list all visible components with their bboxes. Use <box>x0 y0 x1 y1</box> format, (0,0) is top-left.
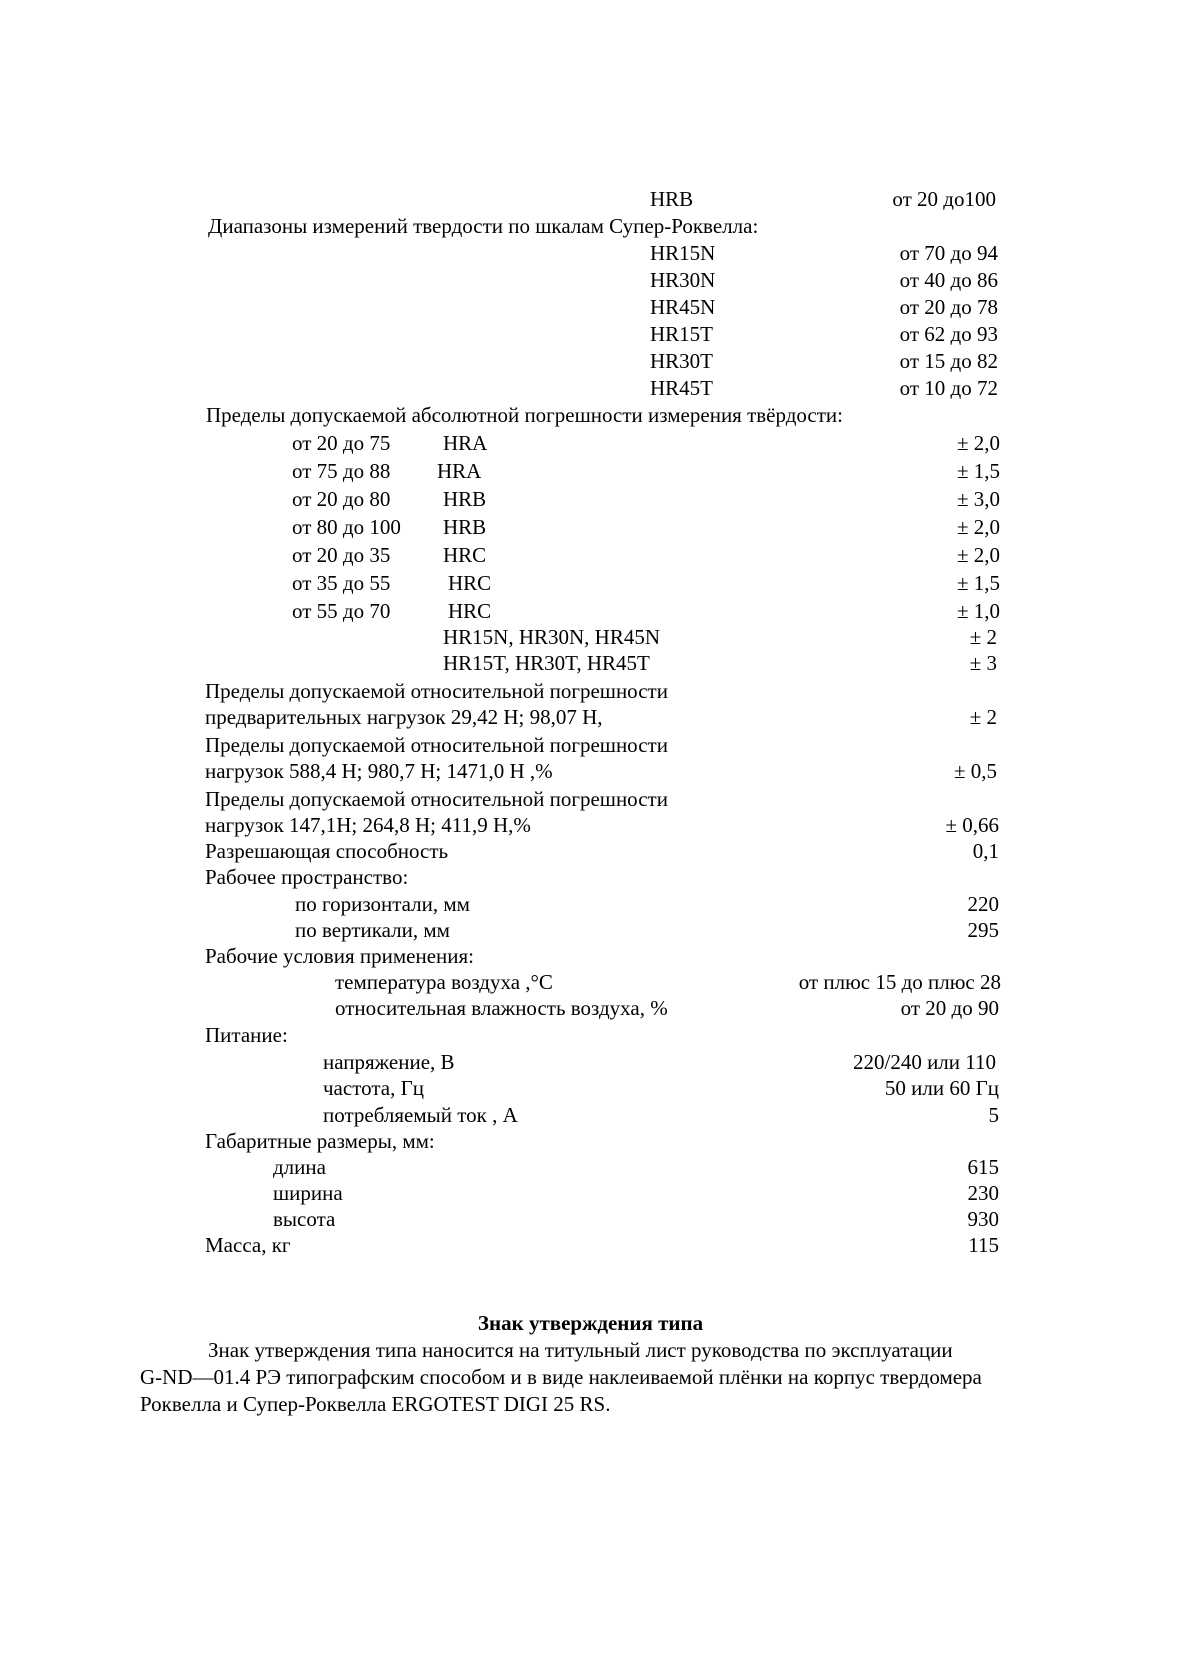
abs-error-value: ± 2,0 <box>956 543 1000 567</box>
mass-label: Масса, кг <box>205 1233 291 1257</box>
work-conditions-value: от 20 до 90 <box>900 996 999 1020</box>
work-space-value: 295 <box>967 918 999 942</box>
abs-error-value: ± 1,5 <box>956 459 1000 483</box>
rel-error-loads2-value: ± 0,66 <box>945 813 999 837</box>
work-conditions-label: относительная влажность воздуха, % <box>335 996 668 1020</box>
power-label: потребляемый ток , А <box>323 1103 518 1127</box>
super-scale: HR30T <box>650 349 713 373</box>
dimensions-heading: Габаритные размеры, мм: <box>205 1129 435 1153</box>
power-label: частота, Гц <box>323 1076 424 1100</box>
abs-error-scale: HR15N, HR30N, HR45N <box>443 625 661 649</box>
super-rockwell-heading: Диапазоны измерений твердости по шкалам Супер-Роквелла: <box>208 214 759 238</box>
abs-error-range: от 35 до 55 <box>292 571 391 595</box>
rel-error-loads2-line1: Пределы допускаемой относительной погрешности <box>205 787 668 811</box>
abs-error-range: от 75 до 88 <box>292 459 391 483</box>
abs-error-range: от 55 до 70 <box>292 599 391 623</box>
abs-error-scale: HRC <box>448 571 492 595</box>
super-range: от 10 до 72 <box>899 376 998 400</box>
rel-error-loads1-value: ± 0,5 <box>953 759 997 783</box>
approval-paragraph <box>140 1337 1060 1418</box>
abs-error-value: ± 3 <box>969 651 997 675</box>
work-space-value: 220 <box>967 892 999 916</box>
abs-error-range: от 20 до 35 <box>292 543 391 567</box>
rel-error-loads1-line1: Пределы допускаемой относительной погрешности <box>205 733 668 757</box>
power-heading: Питание: <box>205 1023 288 1047</box>
hrb-range: от 20 до100 <box>892 187 996 211</box>
approval-title: Знак утверждения типа <box>477 1311 704 1335</box>
super-range: от 40 до 86 <box>899 268 998 292</box>
dimensions-label: высота <box>273 1207 336 1231</box>
super-scale: HR30N <box>650 268 716 292</box>
hrb-scale: HRB <box>650 187 694 211</box>
dimensions-label: длина <box>273 1155 326 1179</box>
power-value: 50 или 60 Гц <box>884 1076 999 1100</box>
abs-error-value: ± 3,0 <box>956 487 1000 511</box>
super-range: от 62 до 93 <box>899 322 998 346</box>
resolution-value: 0,1 <box>972 839 999 863</box>
super-range: от 15 до 82 <box>899 349 998 373</box>
approval-line-3: Роквелла и Супер-Роквелла ERGOTEST DIGI 25 RS. <box>140 1392 611 1416</box>
abs-error-range: от 20 до 80 <box>292 487 391 511</box>
work-space-heading: Рабочее пространство: <box>205 865 409 889</box>
dimensions-label: ширина <box>273 1181 343 1205</box>
abs-error-value: ± 2,0 <box>956 515 1000 539</box>
abs-error-scale: HRA <box>437 459 482 483</box>
abs-error-scale: HRC <box>448 599 492 623</box>
abs-error-value: ± 2,0 <box>956 431 1000 455</box>
work-space-label: по вертикали, мм <box>295 918 450 942</box>
rel-error-pre-line1: Пределы допускаемой относительной погрешности <box>205 679 668 703</box>
abs-error-value: ± 2 <box>969 625 997 649</box>
abs-error-scale: HRB <box>443 487 487 511</box>
super-range: от 20 до 78 <box>899 295 998 319</box>
abs-error-scale: HRC <box>443 543 487 567</box>
dimensions-value: 615 <box>967 1155 999 1179</box>
abs-error-value: ± 1,5 <box>956 571 1000 595</box>
approval-line-2: G-ND—01.4 РЭ типографским способом и в виде наклеиваемой плёнки на корпус твердомера <box>140 1365 982 1389</box>
power-label: напряжение, В <box>323 1050 455 1074</box>
abs-error-scale: HR15T, HR30T, HR45T <box>443 651 650 675</box>
abs-error-range: от 20 до 75 <box>292 431 391 455</box>
power-value: 220/240 или 110 <box>852 1050 996 1074</box>
rel-error-loads1-line2: нагрузок 588,4 Н; 980,7 Н; 1471,0 Н ,% <box>205 759 553 783</box>
work-conditions-heading: Рабочие условия применения: <box>205 944 474 968</box>
abs-error-value: ± 1,0 <box>956 599 1000 623</box>
power-value: 5 <box>988 1103 999 1127</box>
rel-error-pre-value: ± 2 <box>969 705 997 729</box>
resolution-label: Разрешающая способность <box>205 839 449 863</box>
super-range: от 70 до 94 <box>899 241 998 265</box>
super-scale: HR45N <box>650 295 716 319</box>
super-scale: HR15T <box>650 322 713 346</box>
dimensions-value: 930 <box>967 1207 999 1231</box>
abs-error-range: от 80 до 100 <box>292 515 401 539</box>
mass-value: 115 <box>968 1233 999 1257</box>
abs-error-scale: HRB <box>443 515 487 539</box>
work-conditions-value: от плюс 15 до плюс 28 <box>798 970 1001 994</box>
rel-error-loads2-line2: нагрузок 147,1Н; 264,8 Н; 411,9 Н,% <box>205 813 531 837</box>
work-conditions-label: температура воздуха ,°С <box>335 970 553 994</box>
abs-error-scale: HRA <box>443 431 488 455</box>
rel-error-pre-line2: предварительных нагрузок 29,42 Н; 98,07 Н, <box>205 705 603 729</box>
approval-line-1: Знак утверждения типа наносится на титульный лист руководства по эксплуатации <box>208 1338 953 1362</box>
super-scale: HR15N <box>650 241 716 265</box>
abs-error-heading: Пределы допускаемой абсолютной погрешности измерения твёрдости: <box>206 403 844 427</box>
super-scale: HR45T <box>650 376 713 400</box>
work-space-label: по горизонтали, мм <box>295 892 470 916</box>
dimensions-value: 230 <box>967 1181 999 1205</box>
